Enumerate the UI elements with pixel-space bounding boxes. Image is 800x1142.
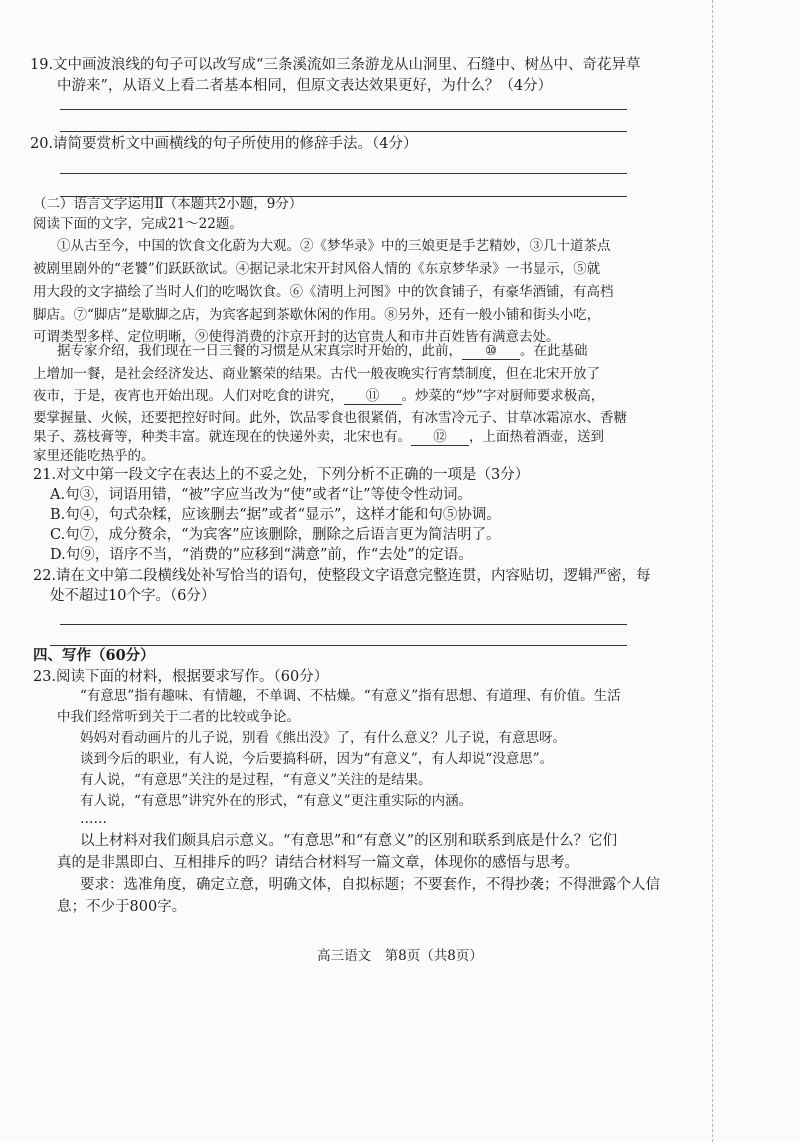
q19-line1: 19.文中画波浪线的句子可以改写成“三条溪流如三条游龙从山洞里、石缝中、树丛中、奇花异草 [30, 57, 641, 73]
q21-stem: 21.对文中第一段文字在表达上的不妥之处，下列分析不正确的一项是（3分） [33, 467, 530, 483]
material-line: 谈到今后的职业，有人说，今后要搞科研，因为“有意义”，有人却说“没意思”。 [80, 751, 554, 767]
page-footer: 高三语文 第8页（共8页） [317, 948, 483, 964]
passage-line: 脚店。⑦“脚店”是歇脚之店，为宾客起到茶歇休闲的作用。⑧另外，还有一般小铺和街头小吃， [33, 307, 601, 323]
passage-line: 家里还能吃热乎的。 [33, 448, 155, 464]
material-line: 有人说，“有意思”讲究外在的形式，“有意义”更注重实际的内涵。 [80, 793, 473, 809]
material-line: “有意思”指有趣味、有情趣，不单调、不枯燥。“有意义”指有思想、有道理、有价值。生活 [80, 688, 621, 704]
passage-line: 用大段的文字描绘了当时人们的吃喝饮食。⑥《清明上河图》中的饮食铺子，有豪华酒铺，有高档 [33, 284, 614, 300]
passage-text: ，上面热着酒壶，送到 [469, 429, 604, 445]
requirement-line: 息；不少于800字。 [57, 899, 187, 915]
prompt-line: 真的是非黑即白、互相排斥的吗？请结合材料写一篇文章，体现你的感悟与思考。 [57, 855, 579, 871]
q23-stem: 23.阅读下面的材料，根据要求写作。（60分） [33, 669, 329, 685]
blank-12: ⑫ [411, 429, 469, 446]
q22-line2: 处不超过10个字。（6分） [50, 588, 216, 604]
passage-text: 据专家介绍，我们现在一日三餐的习惯是从宋真宗时开始的，此前， [57, 343, 462, 359]
blank-10: ⑩ [462, 343, 520, 360]
blank-11: ⑪ [344, 388, 402, 405]
passage-line: 上增加一餐，是社会经济发达、商业繁荣的结果。古代一般夜晚实行宵禁制度，但在北宋开放了 [33, 366, 600, 382]
q21-option-b: B.句④，句式杂糅，应该删去“据”或者“显示”，这样才能和句⑤协调。 [50, 507, 501, 523]
passage-line [57, 341, 588, 361]
answer-line [60, 131, 627, 132]
passage-line: 要掌握量、火候，还要把控好时间。此外，饮品零食也很紧俏，有冰雪冷元子、甘草冰霜凉水、香糖 [33, 410, 627, 426]
passage-line: ①从古至今，中国的饮食文化蔚为大观。②《梦华录》中的三娘更是手艺精妙，③几十道茶点 [57, 238, 611, 254]
q22-line1: 22.请在文中第二段横线处补写恰当的语句，使整段文字语意完整连贯，内容贴切，逻辑严密，每 [33, 568, 651, 584]
answer-line [60, 624, 627, 625]
material-line: 中我们经常听到关于二者的比较或争论。 [57, 709, 300, 725]
material-ellipsis: …… [80, 811, 107, 827]
q21-option-a: A.句③，词语用错，“被”字应当改为“使”或者“让”等使令性动词。 [50, 487, 473, 503]
passage-text: 。炒菜的“炒”字对厨师要求极高， [401, 388, 605, 404]
fold-line [712, 0, 713, 1142]
prompt-line: 以上材料对我们颇具启示意义。“有意思”和“有意义”的区别和联系到底是什么？它们 [80, 833, 618, 849]
passage-line [33, 386, 604, 406]
section-title: 四、写作（60分） [33, 647, 155, 664]
passage-line [33, 427, 604, 447]
q21-option-c: C.句⑦，成分赘余，“为宾客”应该删除，删除之后语言更为简洁明了。 [50, 527, 501, 543]
q21-option-d: D.句⑨，语序不当，“消费的”应移到“满意”前，作“去处”的定语。 [50, 547, 473, 563]
passage-text: 。在此基础 [520, 343, 588, 359]
answer-line [60, 173, 627, 174]
material-line: 有人说，“有意思”关注的是过程，“有意义”关注的是结果。 [80, 772, 432, 788]
q19-line2: 中游来”，从语义上看二者基本相同，但原文表达效果更好，为什么？（4分） [57, 78, 553, 94]
requirement-line: 要求：选准角度，确定立意，明确文体，自拟标题；不要套作，不得抄袭；不得泄露个人信 [80, 877, 660, 893]
passage-text: 果子、荔枝膏等，种类丰富。就连现在的快递外卖，北宋也有。 [33, 429, 411, 445]
answer-line [60, 109, 627, 110]
q20-stem: 20.请简要赏析文中画横线的句子所使用的修辞手法。（4分） [30, 136, 418, 152]
passage-text: 夜市，于是，夜宵也开始出现。人们对吃食的讲究， [33, 388, 344, 404]
material-line: 妈妈对看动画片的儿子说，别看《熊出没》了，有什么意义？儿子说，有意思呀。 [80, 730, 566, 746]
passage-line: 被剧里剧外的“老饕”们跃跃欲试。④据记录北宋开封风俗人情的《东京梦华录》一书显示，⑤就 [33, 261, 601, 277]
section-title: （二）语言文字运用Ⅱ（本题共2小题，9分） [33, 196, 303, 212]
instruction: 阅读下面的文字，完成21～22题。 [33, 216, 243, 232]
passage-line: 可谓类型多样、定位明晰，⑨使得消费的汴京开封的达官贵人和市井百姓皆有满意去处。 [33, 329, 560, 345]
